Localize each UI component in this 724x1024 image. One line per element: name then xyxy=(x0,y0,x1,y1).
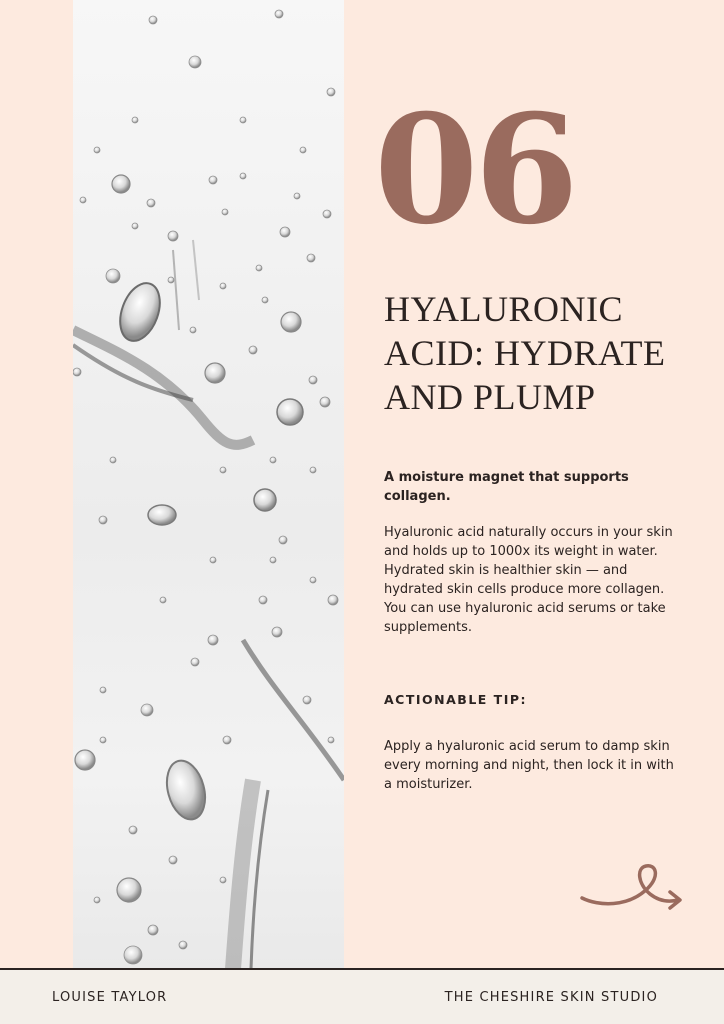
section-number: 06 xyxy=(374,82,575,258)
section-body: Hyaluronic acid naturally occurs in your skin and holds up to 1000x its weight in water. Hydrated skin is healthier skin — and hydrated skin cells produce more collagen. You can use hyaluronic acid serums or take supplements. xyxy=(384,525,673,635)
curly-arrow-icon xyxy=(578,858,688,918)
footer-author: LOUISE TAYLOR xyxy=(52,990,168,1005)
gel-texture-illustration xyxy=(73,0,344,969)
section-subtitle: A moisture magnet that supports collagen. xyxy=(384,470,629,504)
tip-body: Apply a hyaluronic acid serum to damp skin every morning and night, then lock it in with a moisturizer. xyxy=(384,739,674,792)
footer xyxy=(0,968,724,1024)
section-title: HYALURONIC ACID: HYDRATE AND PLUMP xyxy=(384,289,666,417)
gel-bubbles-photo xyxy=(73,0,344,969)
tip-heading: ACTIONABLE TIP: xyxy=(384,692,528,707)
footer-studio: THE CHESHIRE SKIN STUDIO xyxy=(444,990,658,1005)
